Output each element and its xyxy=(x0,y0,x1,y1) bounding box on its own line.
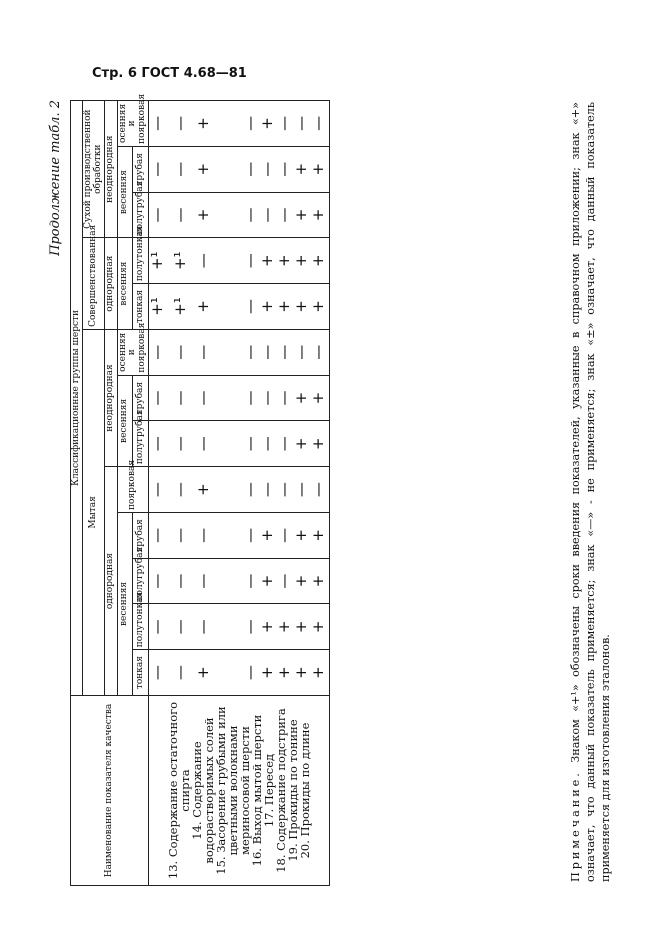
cell: — xyxy=(194,619,213,635)
cell: + xyxy=(309,208,328,222)
cell: — xyxy=(171,482,190,498)
table-note xyxy=(568,102,613,882)
values-col-13 xyxy=(149,101,330,147)
cell: +¹ xyxy=(148,251,167,271)
cell: — xyxy=(148,665,167,681)
cell: + xyxy=(292,162,311,176)
cell: — xyxy=(258,482,277,498)
values-col-7 xyxy=(149,375,330,421)
cell: — xyxy=(171,161,190,177)
cell: + xyxy=(194,208,213,222)
col-coarse: грубая xyxy=(133,512,149,558)
cell: + xyxy=(309,437,328,451)
cell: + xyxy=(194,162,213,176)
cell: — xyxy=(275,573,294,589)
cell: — xyxy=(194,390,213,406)
cell: — xyxy=(258,344,277,360)
cell: — xyxy=(275,482,294,498)
cell: — xyxy=(309,115,328,131)
col-semi-fine: полутонкая xyxy=(133,604,149,650)
cell: — xyxy=(275,390,294,406)
cell: — xyxy=(275,161,294,177)
cell: — xyxy=(241,344,260,360)
values-col-12 xyxy=(149,146,330,192)
cell: — xyxy=(241,573,260,589)
col-semi-coarse-2: полугрубая xyxy=(133,421,149,467)
cell: + xyxy=(258,620,277,634)
cell: — xyxy=(258,436,277,452)
cell: — xyxy=(194,344,213,360)
note-text: Знаком «+¹» обозначены сроки введения показателей, указанные в справочном приложении; знак «+» означает, что данный показатель применяется; знак «—» - не применяется; знак «±» означает, что данный показатель применяется для изготовления эталонов. xyxy=(569,101,612,882)
cell: — xyxy=(309,482,328,498)
cell: — xyxy=(148,344,167,360)
cell: + xyxy=(292,300,311,313)
cell: — xyxy=(194,436,213,452)
indicator-18: 18. Содержание подстрига xyxy=(274,708,289,873)
cell: + xyxy=(292,437,311,451)
indicator-15: 15. Засорение грубыми или цветными волокнами мериносовой шерсти xyxy=(213,706,253,875)
cell: — xyxy=(241,253,260,269)
cell: — xyxy=(275,527,294,543)
cell: + xyxy=(258,254,277,268)
values-col-6 xyxy=(149,421,330,467)
cell: + xyxy=(258,574,277,588)
washed-homogeneous-header: однородная xyxy=(105,467,117,696)
indicator-names xyxy=(149,696,330,886)
washed-heterogeneous-spring: весенняя xyxy=(117,375,133,467)
cell: +¹ xyxy=(148,297,167,316)
col-fine-2: тонкая xyxy=(133,284,149,330)
values-col-3 xyxy=(149,558,330,604)
col-semi-coarse: полугрубая xyxy=(133,558,149,604)
cell: — xyxy=(194,527,213,543)
cell: — xyxy=(241,207,260,223)
values-col-11 xyxy=(149,192,330,238)
group-improved-header: Совершенствованная xyxy=(83,238,105,330)
col-semi-fine-2: полутонкая xyxy=(133,238,149,284)
indicator-17: 17. Пересед xyxy=(262,753,277,828)
values-col-2 xyxy=(149,604,330,650)
indicator-13: 13. Содержание остаточного спирта xyxy=(165,701,192,880)
cell: — xyxy=(171,619,190,635)
quality-indicators-table xyxy=(70,93,330,886)
cell: + xyxy=(258,666,277,679)
cell: — xyxy=(241,299,260,314)
values-col-5 xyxy=(149,467,330,513)
cell: + xyxy=(309,254,328,268)
cell: — xyxy=(148,573,167,589)
rotated-page-body xyxy=(48,90,612,890)
improved-homogeneous-header: однородная xyxy=(105,238,117,330)
cell: + xyxy=(194,483,213,496)
cell: + xyxy=(292,620,311,634)
note-lead: Примечание. xyxy=(569,770,582,882)
cell: + xyxy=(292,208,311,222)
values-col-9 xyxy=(149,284,330,330)
cell: + xyxy=(275,254,294,268)
col-semi-coarse-3: полугрубая xyxy=(133,192,149,238)
cell: + xyxy=(309,620,328,634)
cell: + xyxy=(292,391,311,405)
cell: — xyxy=(309,344,328,360)
cell: — xyxy=(148,482,167,498)
cell: — xyxy=(241,527,260,543)
group-header: Классификационные группы шерсти xyxy=(71,101,83,696)
values-col-1 xyxy=(149,650,330,696)
cell: — xyxy=(292,344,311,360)
indicator-16: 16. Выход мытой шерсти xyxy=(250,714,265,867)
cell: + xyxy=(275,666,294,679)
cell: — xyxy=(241,619,260,635)
cell: + xyxy=(309,300,328,313)
cell: + xyxy=(292,666,311,679)
cell: — xyxy=(241,482,260,498)
washed-homogeneous-spring: весенняя xyxy=(117,512,133,695)
cell: +¹ xyxy=(171,297,190,316)
group-washed-header: Мытая xyxy=(83,329,105,695)
dry-spring: весенняя xyxy=(117,146,133,238)
cell: — xyxy=(148,207,167,223)
cell: — xyxy=(171,665,190,681)
cell: — xyxy=(194,573,213,589)
values-col-10 xyxy=(149,238,330,284)
values-col-4 xyxy=(149,512,330,558)
cell: — xyxy=(241,390,260,406)
cell: — xyxy=(292,115,311,131)
cell: + xyxy=(194,300,213,313)
cell: — xyxy=(258,390,277,406)
cell: + xyxy=(309,162,328,176)
values-col-8 xyxy=(149,329,330,375)
col-coarse-3: грубая xyxy=(133,146,149,192)
cell: — xyxy=(275,436,294,452)
cell: — xyxy=(171,527,190,543)
cell: + xyxy=(292,529,311,542)
cell: — xyxy=(148,436,167,452)
cell: — xyxy=(194,253,213,269)
cell: — xyxy=(148,527,167,543)
cell: — xyxy=(275,115,294,131)
dry-autumn: осенняя и поярковая xyxy=(117,101,148,147)
cell: — xyxy=(241,436,260,452)
cell: — xyxy=(171,207,190,223)
cell: + xyxy=(309,666,328,679)
cell: + xyxy=(292,574,311,588)
col-fine: тонкая xyxy=(133,650,149,696)
cell: +¹ xyxy=(171,251,190,271)
cell: — xyxy=(241,161,260,177)
cell: + xyxy=(309,391,328,405)
cell: + xyxy=(309,574,328,588)
cell: — xyxy=(148,619,167,635)
cell: + xyxy=(275,300,294,313)
gost-code: ГОСТ 4.68—81 xyxy=(141,66,247,81)
cell: — xyxy=(171,115,190,131)
continuation-label: Продолжение табл. 2 xyxy=(48,100,63,256)
cell: + xyxy=(258,529,277,542)
cell: + xyxy=(292,254,311,268)
cell: — xyxy=(148,390,167,406)
cell: — xyxy=(241,115,260,131)
cell: — xyxy=(292,482,311,498)
cell: — xyxy=(148,115,167,131)
cell: — xyxy=(171,344,190,360)
cell: — xyxy=(171,436,190,452)
name-column-header: Наименование показателя качества xyxy=(71,696,149,886)
page-number: Стр. 6 xyxy=(92,66,137,81)
cell: — xyxy=(171,390,190,406)
washed-poyarkovaya: поярковая xyxy=(117,467,148,513)
cell: — xyxy=(275,344,294,360)
indicator-14: 14. Содержание водорастворимых солей xyxy=(189,717,216,864)
improved-spring: весенняя xyxy=(117,238,133,330)
page-header xyxy=(92,66,247,81)
cell: + xyxy=(309,529,328,542)
cell: + xyxy=(258,300,277,313)
cell: — xyxy=(171,573,190,589)
cell: — xyxy=(148,161,167,177)
washed-autumn: осенняя и поярковая xyxy=(117,329,148,375)
cell: + xyxy=(258,117,277,130)
dry-heterogeneous-header: неоднородная xyxy=(105,101,117,238)
cell: — xyxy=(258,161,277,177)
indicator-20: 20. Прокиды по длине xyxy=(298,722,313,859)
cell: — xyxy=(275,207,294,223)
col-coarse-2: грубая xyxy=(133,375,149,421)
cell: + xyxy=(275,620,294,634)
group-dry-header: Сухой производственной обработки xyxy=(83,101,105,238)
cell: — xyxy=(241,665,260,681)
cell: — xyxy=(258,207,277,223)
indicator-19: 19. Прокиды по тонине xyxy=(286,719,301,862)
washed-heterogeneous-header: неоднородная xyxy=(105,329,117,466)
cell: + xyxy=(194,117,213,130)
cell: + xyxy=(194,666,213,679)
